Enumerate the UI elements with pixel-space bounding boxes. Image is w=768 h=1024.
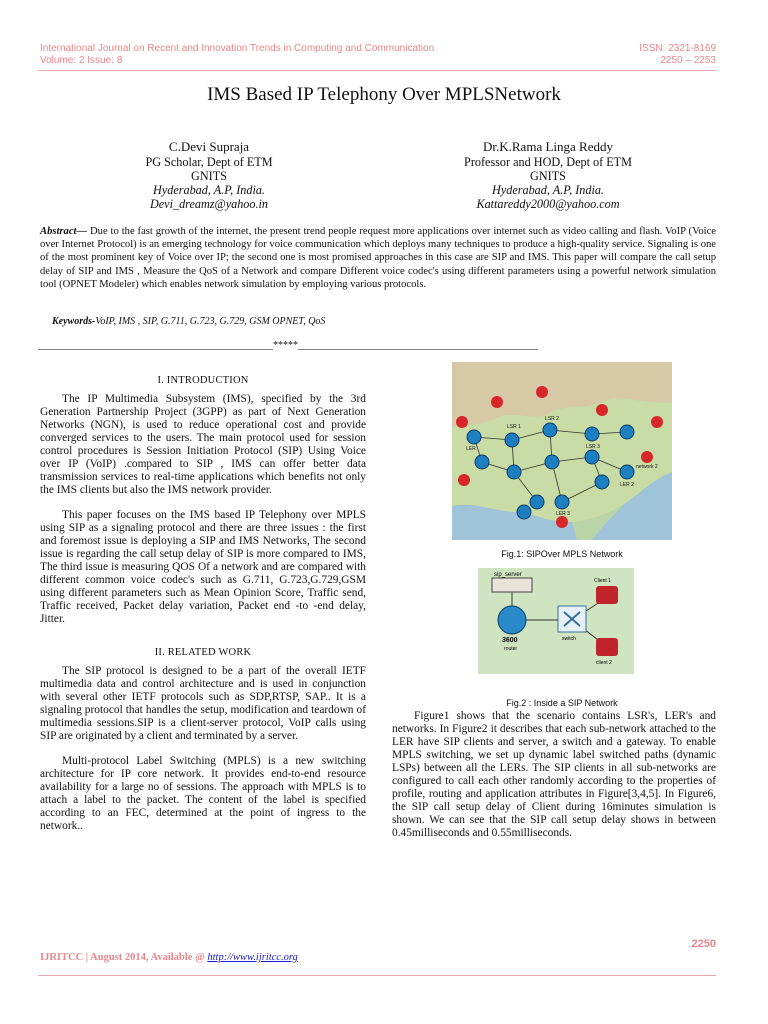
keywords-text: VoIP, IMS , SIP, G.711, G.723, G.729, GSM OPNET, QoS: [95, 316, 326, 327]
author-place: Hyderabad, A.P, India.: [153, 183, 265, 197]
abstract: [40, 225, 716, 291]
router-label: router: [504, 646, 518, 652]
footer-text: IJRITCC | August 2014, Available @: [40, 952, 208, 963]
router-icon: [498, 606, 526, 634]
figure-1-network-map: [452, 362, 672, 540]
abstract-text: Due to the fast growth of the internet, the present trend people request more applications over internet such as video calling and flash. VoIP (Voice over Internet Protocol) is an emerging technology for voice communication which deploys many techniques to produce a high-quality service. Signaling is one of the most prominent key of Voice over IP; the second one is most promised approaches in this case are SIP and IMS. This paper will compare the call setup delay of SIP and IMS , Measure the QoS of a Network and compare Different voice codec's using different parameters using a powerful network simulation tool (OPNET Modeler) which enables network simulation by employing various protocols.: [40, 226, 716, 290]
page-range: 2250 – 2253: [660, 55, 716, 66]
keywords-label: Keywords-: [52, 316, 96, 327]
intro-paragraph-2: This paper focuses on the IMS based IP Telephony over MPLS using SIP as a signaling protocol and there are three issues : the first and foremost issue is deploying a SIP and IMS Networks, The second issue is regarding the call setup delay of SIP is more compared to IMS, The third issue is measuring QOS Of a network and are compared with different common voice codec's such as G.711, G.723,G.729,GSM using different parameters such as Mean Opinion Score, Traffic send, Traffic received, Packet delay variation, Packet end -to -end delay, Jitter.: [40, 509, 366, 625]
author-role: Professor and HOD, Dept of ETM: [464, 155, 632, 169]
section-heading-introduction: I. INTRODUCTION: [157, 375, 249, 386]
page-number: 2250: [691, 938, 716, 950]
keywords: [52, 316, 325, 327]
left-column: [40, 374, 366, 845]
section-heading-related-work: II. RELATED WORK: [154, 647, 252, 658]
author-place: Hyderabad, A.P, India.: [492, 183, 604, 197]
journal-url-link[interactable]: http://www.ijritcc.org: [207, 952, 298, 963]
journal-name: International Journal on Recent and Innovation Trends in Computing and Communication: [40, 43, 435, 54]
abstract-label: Abstract—: [40, 226, 88, 237]
label-ler-3: LER 3: [556, 511, 570, 517]
figure-2-sip-network: [478, 568, 634, 674]
separator: _______________________________________________*****________________________________________________: [38, 340, 538, 351]
label-ler: LER: [466, 446, 476, 452]
footer-rule: [38, 975, 716, 976]
author-name: C.Devi Supraja: [168, 139, 250, 154]
issn: ISSN: 2321-8169: [639, 43, 716, 54]
label-network-2: network 2: [636, 464, 658, 470]
label-lsr-1: LSR 1: [507, 424, 521, 430]
client-1-label: Client 1: [594, 578, 611, 584]
client-2-label: client 2: [596, 660, 612, 666]
sip-server-label: sip_server: [494, 572, 522, 578]
footer-availability: [40, 952, 298, 963]
sip-server-icon: [492, 578, 532, 592]
figure-discussion-paragraph: Figure1 shows that the scenario contains LSR's, LER's and networks. In Figure2 it describes that each sub-network attached to the LER have SIP clients and server, a switch and a gateway. To enable MPLS switching, we set up dynamic label switched paths (dynamic LSPs) between all the LERs. The SIP clients in all sub-networks are configured to call each other randomly according to the properties of profile, routing and application attributes in Figure[3,4,5]. In Figure6, the SIP call setup delay of Client during 16minutes simulation is shown. We can see that the SIP call setup delay shows in between 0.45milliseconds and 0.55milliseconds.: [392, 710, 716, 839]
author-email: Devi_dreamz@yahoo.in: [149, 197, 269, 211]
author-block-1: [69, 140, 349, 211]
switch-label: switch: [562, 636, 576, 642]
author-email: Kattareddy2000@yahoo.com: [476, 197, 620, 211]
related-paragraph-1: The SIP protocol is designed to be a part of the overall IETF multimedia data and control architecture and is used in conjunction with several other IETF protocols such as SDP,RTSP, SAP.. It is a signaling protocol that handles the setup, modification and teardown of multimedia sessions.SIP is a client-server protocol, VoIP calls using SIP are originated by a client and terminated by a server.: [40, 665, 366, 742]
volume-issue: Volume: 2 Issue: 8: [40, 55, 123, 66]
author-block-2: [408, 140, 688, 211]
author-role: PG Scholar, Dept of ETM: [145, 155, 273, 169]
label-lsr-3: LSR 3: [586, 444, 600, 450]
client-2-phone-icon: [596, 638, 618, 656]
figure-2-caption: Fig.2 : Inside a SIP Network: [506, 698, 618, 708]
author-org: GNITS: [191, 169, 227, 183]
figure-1-caption: Fig.1: SIPOver MPLS Network: [501, 549, 623, 559]
author-org: GNITS: [530, 169, 566, 183]
label-lsr-2: LSR 2: [545, 416, 559, 422]
paper-title: IMS Based IP Telephony Over MPLSNetwork: [207, 84, 561, 105]
router-model-label: 3600: [502, 637, 518, 644]
label-ler-2: LER 2: [620, 482, 634, 488]
right-column: [392, 710, 716, 852]
author-name: Dr.K.Rama Linga Reddy: [483, 139, 613, 154]
header-rule: [38, 70, 716, 71]
client-1-phone-icon: [596, 586, 618, 604]
related-paragraph-2: Multi-protocol Label Switching (MPLS) is a new switching architecture for IP core network. It provides end-to-end resource availability for a large no of sessions. The approach with MPLS is to attach a label to the packet. The content of the label is specified according to an FEC, determined at the point of ingress to the network..: [40, 755, 366, 832]
intro-paragraph-1: The IP Multimedia Subsystem (IMS), specified by the 3rd Generation Partnership Project (3GPP) as part of Next Generation Networks (NGN), is used to reduce operational cost and provide converged services to the users. The main protocol used for session control procedures is Session Initiation Protocol (SIP) Using Voice over IP (VoIP) .compared to SIP , IMS can offer better data transmission services to real-time applications which benefits not only the IMS clients but also the IMS network provider.: [40, 393, 366, 496]
